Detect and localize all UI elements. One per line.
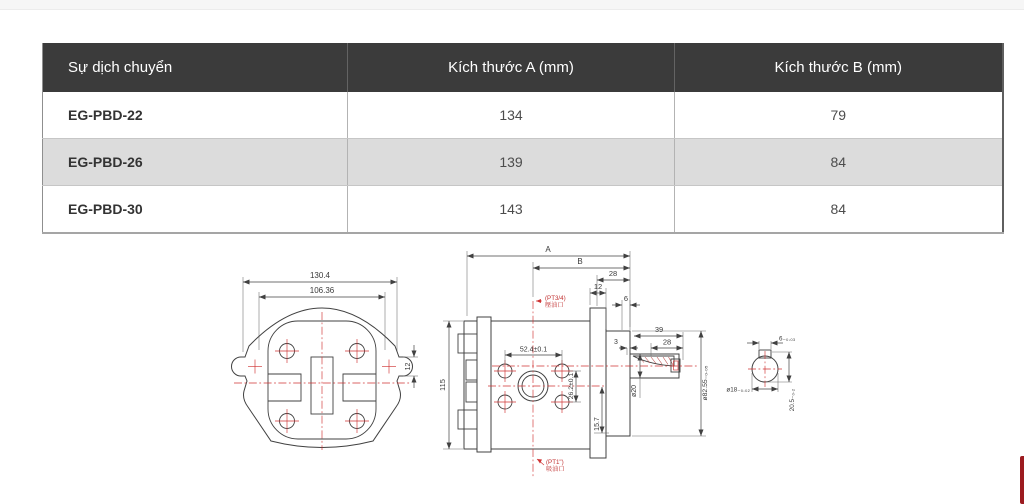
dim-label-a: A bbox=[545, 245, 551, 254]
model-cell: EG-PBD-30 bbox=[43, 186, 348, 234]
dim-label-shaft-dia: ø18₋₀.₀₂ bbox=[726, 386, 750, 394]
dim-label-ear-slot: 12 bbox=[405, 362, 412, 371]
col-header-dimension-a: Kích thước A (mm) bbox=[348, 43, 675, 92]
table-row bbox=[43, 186, 1003, 234]
model-cell: EG-PBD-26 bbox=[43, 139, 348, 186]
model-cell: EG-PBD-22 bbox=[43, 92, 348, 139]
dim-label-bolt-spacing: 106.36 bbox=[309, 286, 335, 295]
shaft-section-view bbox=[726, 336, 796, 412]
spec-table bbox=[42, 43, 1004, 234]
port-top-label-name: 壓油口 bbox=[545, 302, 564, 309]
dim-label-6: 6 bbox=[623, 294, 629, 303]
col-header-model: Sự dịch chuyển bbox=[43, 43, 348, 92]
pump-side-view bbox=[438, 245, 709, 478]
dim-label-15-7: 15.7 bbox=[594, 417, 601, 431]
dimension-b-cell: 84 bbox=[675, 139, 1003, 186]
col-header-dimension-b: Kích thước B (mm) bbox=[675, 43, 1003, 92]
dim-label-outer-width: 130.4 bbox=[309, 271, 331, 280]
port-bottom-label-size: (PT1") bbox=[546, 459, 564, 466]
dimension-b-cell: 84 bbox=[675, 186, 1003, 234]
dim-label-12: 12 bbox=[593, 282, 603, 291]
dim-label-39: 39 bbox=[654, 325, 664, 334]
dim-label-key-width: 6₋₀.₀₃ bbox=[779, 335, 796, 343]
port-bottom-label-name: 吸油口 bbox=[546, 466, 565, 473]
dim-label-key-height: 20.5₋₀.₂ bbox=[789, 388, 796, 412]
dim-label-115: 115 bbox=[438, 379, 447, 391]
dim-label-3: 3 bbox=[614, 339, 618, 346]
dimension-a-cell: 139 bbox=[348, 139, 675, 186]
dimension-a-cell: 143 bbox=[348, 186, 675, 234]
dim-label-26-2: 26.2±0.1 bbox=[568, 372, 575, 400]
dim-label-28-shaft: 28 bbox=[662, 337, 672, 347]
port-top-label-size: (PT3/4) bbox=[545, 295, 566, 302]
leader-arrow bbox=[536, 299, 541, 303]
table-row bbox=[43, 139, 1003, 186]
port-hole-centermarks bbox=[494, 360, 573, 413]
dimension-a-cell: 134 bbox=[348, 92, 675, 139]
side-widget-edge-button[interactable] bbox=[1020, 456, 1024, 504]
dim-label-52-4: 52.4±0.1 bbox=[519, 346, 548, 354]
top-divider bbox=[0, 0, 1024, 10]
dim-label-b: B bbox=[577, 257, 583, 266]
dim-label-o20: ø20 bbox=[631, 384, 638, 398]
table-header-row bbox=[43, 43, 1003, 92]
technical-drawing bbox=[0, 234, 1024, 504]
dim-label-o82-55: ø82.55₋₀.₀₅ bbox=[702, 365, 709, 401]
table-row bbox=[43, 92, 1003, 139]
dimension-b-cell: 79 bbox=[675, 92, 1003, 139]
pump-front-view bbox=[232, 271, 419, 450]
dim-label-28-top: 28 bbox=[608, 269, 618, 278]
